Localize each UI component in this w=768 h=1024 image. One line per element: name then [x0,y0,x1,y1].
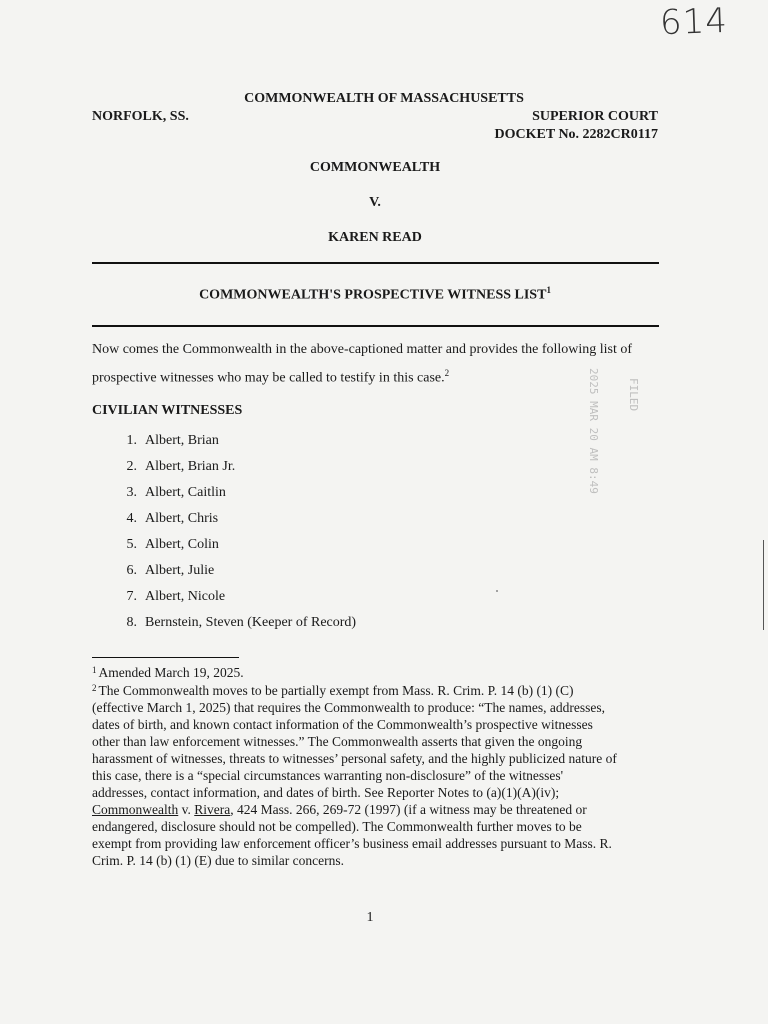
witness-number: 4. [126,511,137,526]
witness-name: Bernstein, Steven (Keeper of Record) [145,615,357,630]
handwritten-page-number: 614 [659,0,729,44]
footnote-2-line: other than law enforcement witnesses.” The Commonwealth asserts that given the ongoing [92,734,583,749]
citation-case-name: Commonwealth [92,802,179,817]
footnote-1-text: Amended March 19, 2025. [98,665,244,680]
scan-speck [496,590,498,592]
citation-rest: , 424 Mass. 266, 269-72 (1997) (if a witness may be threatened or [230,802,587,817]
witness-name: Albert, Brian Jr. [145,459,236,474]
footnote-2-marker: 2 [92,683,97,693]
footnote-2-line: Crim. P. 14 (b) (1) (E) due to similar concerns. [92,853,344,868]
section-heading-civilian: CIVILIAN WITNESSES [92,403,243,418]
witness-name: Albert, Brian [145,433,219,448]
stamp-date-text: 2025 MAR 20 AM 8:49 [587,368,600,494]
docket-number: DOCKET No. 2282CR0117 [494,127,658,142]
intro-line-2 [92,368,449,387]
footnote-2-line: (effective March 1, 2025) that requires the Commonwealth to produce: “The names, addresses, [92,700,605,715]
witness-name: Albert, Julie [145,563,215,578]
document-title [0,285,750,304]
county-label: NORFOLK, SS. [92,109,189,124]
footnote-2-citation-line [92,801,667,818]
witness-list [115,433,356,641]
witness-number: 5. [126,537,137,552]
citation-party-name: Rivera [194,802,231,817]
witness-list-item [115,615,356,641]
defendant-name: KAREN READ [328,230,422,245]
witness-name: Albert, Colin [145,537,219,552]
witness-list-item [115,537,356,563]
witness-list-item [115,485,356,511]
witness-number: 8. [126,615,137,630]
title-footnote-marker: 1 [546,285,551,295]
footnote-2-line: this case, there is a “special circumstances warranting non-disclosure” of the witnesses' [92,768,564,783]
witness-number: 1. [126,433,137,448]
footnote-divider [92,657,239,658]
scan-edge-mark [763,540,764,630]
witness-name: Albert, Chris [145,511,219,526]
versus-label: V. [369,195,381,210]
caption-divider-bottom [92,325,659,327]
footnote-1 [92,664,667,681]
citation-versus: v. [178,802,195,817]
witness-list-item [115,589,356,615]
footnote-2-line: endangered, disclosure should not be compelled). The Commonwealth further moves to be [92,819,582,834]
title-text: COMMONWEALTH'S PROSPECTIVE WITNESS LIST [199,287,547,303]
commonwealth-header: COMMONWEALTH OF MASSACHUSETTS [244,91,524,106]
witness-number: 3. [126,485,137,500]
witness-list-item [115,459,356,485]
witness-list-item [115,433,356,459]
witness-number: 7. [126,589,137,604]
witness-list-item [115,563,356,589]
witness-list-item [115,511,356,537]
footnote-2 [92,682,667,869]
footnote-2-line: dates of birth, and known contact information of the Commonwealth’s prospective witnesses [92,717,593,732]
court-label: SUPERIOR COURT [532,109,658,124]
intro-line-2-text: prospective witnesses who may be called to testify in this case. [92,370,445,386]
page-number: 1 [366,910,374,925]
footnote-2-line: addresses, contact information, and dates of birth. See Reporter Notes to (a)(1)(A)(iv); [92,785,560,800]
witness-name: Albert, Caitlin [145,485,226,500]
witness-number: 2. [126,459,137,474]
intro-footnote-marker: 2 [444,368,450,378]
footnote-1-marker: 1 [92,665,97,675]
footnote-2-line: harassment of witnesses, threats to witnesses’ personal safety, and the highly publicized nature of [92,751,617,766]
caption-divider-top [92,262,659,264]
footnote-2-line: exempt from providing law enforcement officer’s business email addresses pursuant to Mass. R. [92,836,612,851]
intro-line-1: Now comes the Commonwealth in the above-captioned matter and provides the following list of [92,342,633,357]
filing-stamp [560,368,670,496]
footnote-2-line: The Commonwealth moves to be partially exempt from Mass. R. Crim. P. 14 (b) (1) (C) [98,683,574,698]
witness-name: Albert, Nicole [145,589,226,604]
witness-number: 6. [126,563,137,578]
stamp-filed-text: FILED [627,378,640,412]
plaintiff-name: COMMONWEALTH [309,160,441,175]
